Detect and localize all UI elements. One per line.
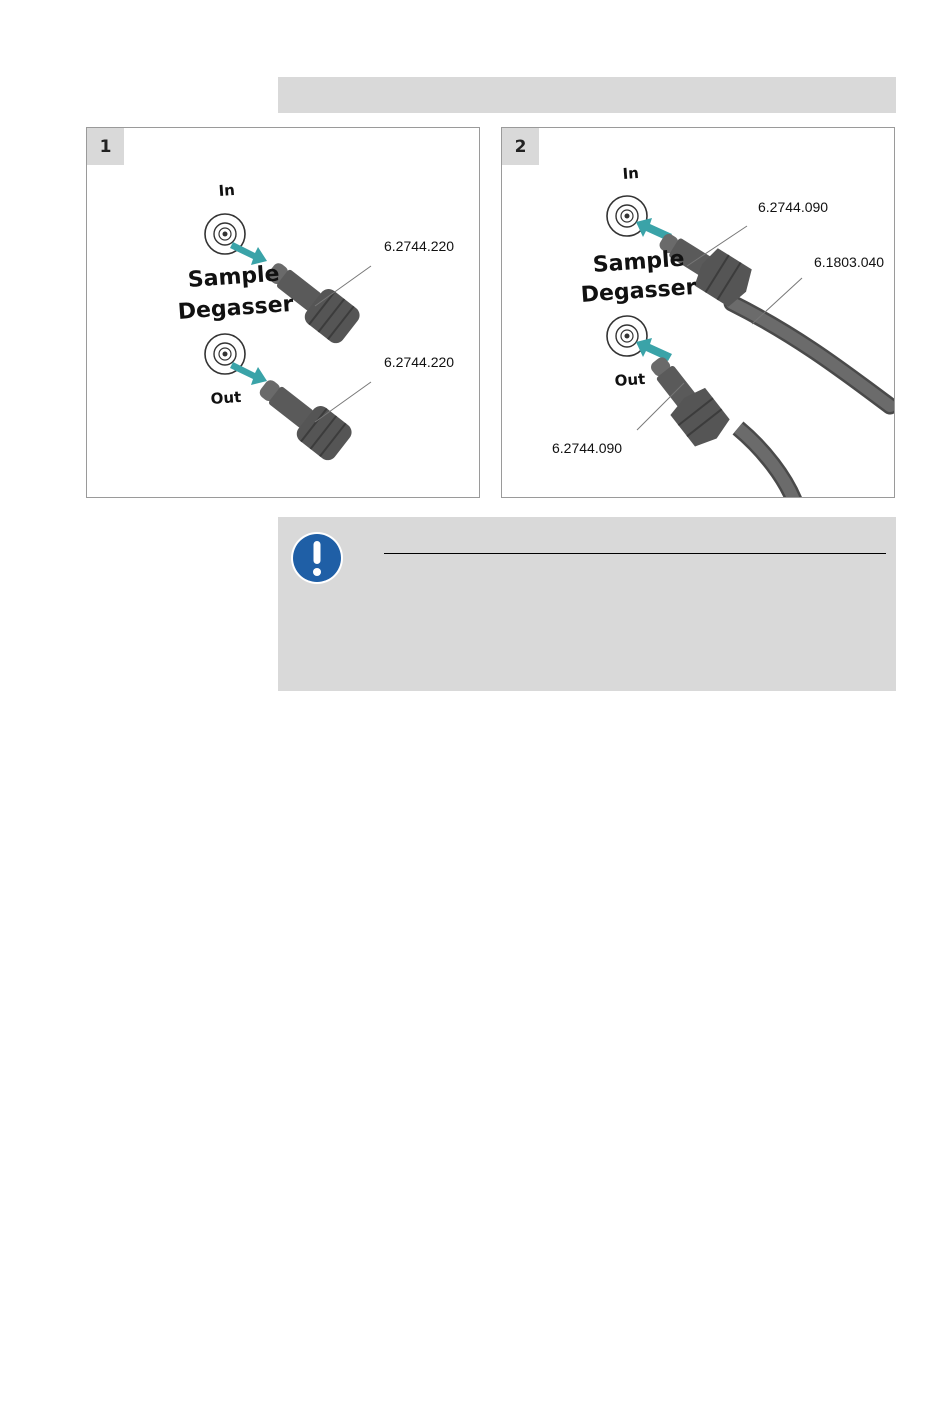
part-number-callout: 6.2744.090 [758,199,829,215]
arrow-icon [230,362,267,385]
port-label-out: Out [614,369,646,390]
exclamation-icon [290,531,344,585]
arrow-icon [636,338,672,361]
port-label-in: In [218,180,236,200]
fitting-icon [251,369,356,464]
fitting-icon [638,347,734,452]
part-number-callout: 6.2744.220 [384,354,455,370]
top-banner [278,77,896,113]
step-number: 1 [87,128,124,165]
port-label-out: Out [210,387,242,408]
port-label-in: In [622,163,640,183]
part-number-callout: 6.1803.040 [814,254,885,270]
step-1-panel [86,127,480,498]
caution-note [278,517,896,691]
device-label-line2: Degasser [177,291,295,325]
arrow-icon [230,242,267,265]
step-2-panel [501,127,895,498]
device-label-line1: Sample [187,261,281,293]
part-number-callout: 6.2744.220 [384,238,455,254]
part-number-callout: 6.2744.090 [552,440,623,456]
device-label-line1: Sample [592,246,686,278]
device-label-line2: Degasser [580,274,698,308]
step-number: 2 [502,128,539,165]
note-divider [384,553,886,554]
